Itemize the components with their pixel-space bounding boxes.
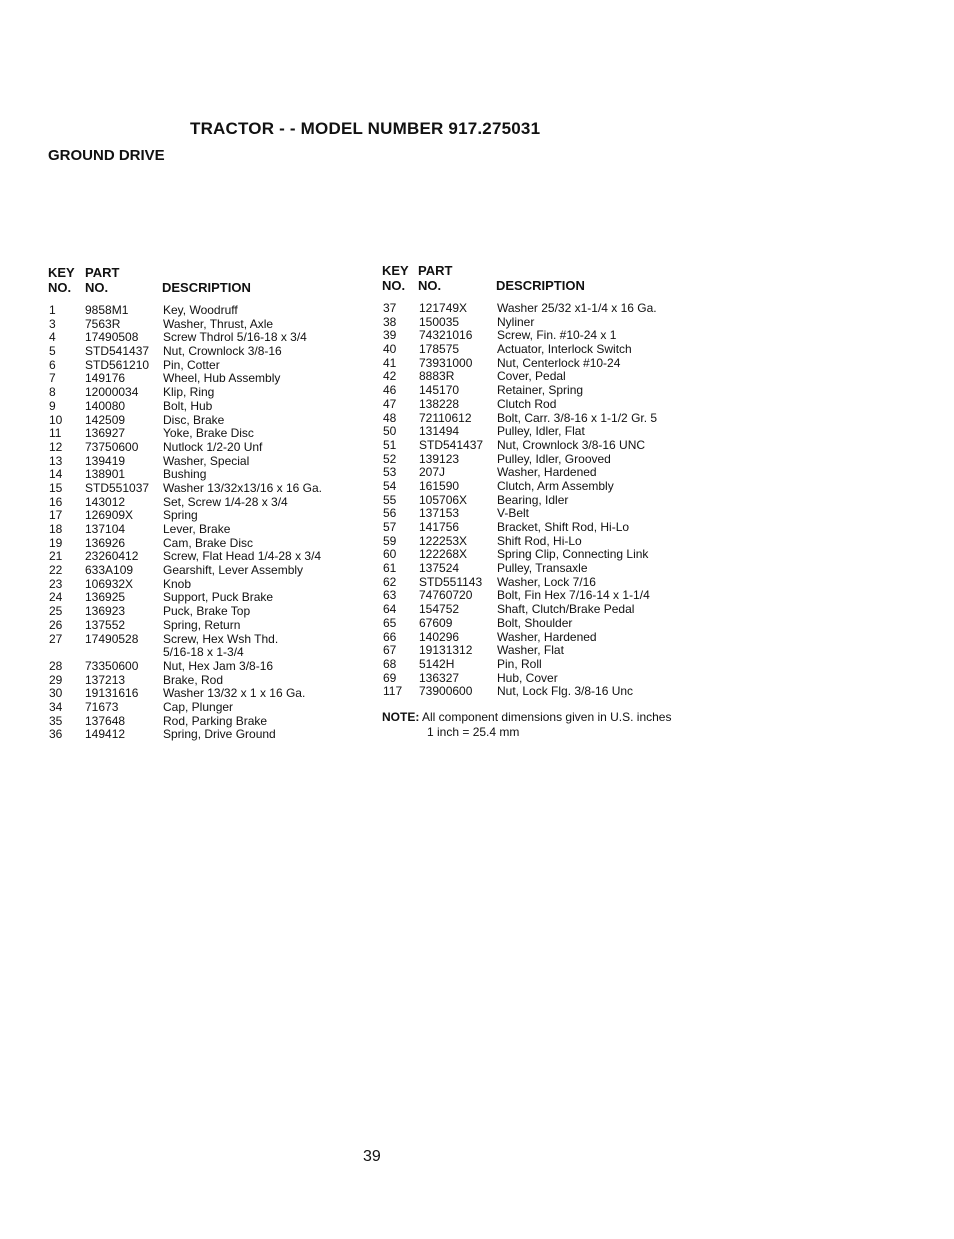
table-row	[49, 715, 369, 729]
part-no: 140080	[85, 398, 126, 413]
description: Support, Puck Brake	[163, 590, 274, 605]
description: Set, Screw 1/4-28 x 3/4	[163, 494, 288, 509]
page-title: TRACTOR - - MODEL NUMBER 917.275031	[190, 119, 541, 138]
part-no: 145170	[419, 383, 460, 398]
key-no: 24	[49, 590, 63, 605]
description: Bolt, Shoulder	[497, 615, 573, 630]
table-row	[383, 302, 703, 316]
key-no: 65	[383, 615, 397, 630]
table-row	[383, 685, 703, 699]
key-no: 47	[383, 396, 397, 411]
part-no: 141756	[419, 520, 460, 534]
part-no: 138228	[419, 396, 460, 411]
key-no: 23	[49, 576, 63, 591]
part-no: 121749X	[419, 301, 468, 315]
table-row	[49, 400, 369, 414]
description: Bushing	[163, 467, 207, 482]
description: Washer, Flat	[497, 643, 564, 658]
table-row	[383, 329, 703, 343]
description: Washer, Hardened	[497, 465, 597, 480]
right-header-description: DESCRIPTION	[496, 278, 585, 293]
description: Cam, Brake Disc	[163, 535, 254, 550]
part-no: 137524	[419, 561, 460, 576]
key-no: 16	[49, 494, 63, 509]
description: Rod, Parking Brake	[163, 713, 268, 728]
description: Washer 25/32 x1-1/4 x 16 Ga.	[497, 301, 657, 315]
key-no: 55	[383, 492, 397, 507]
table-row	[383, 316, 703, 330]
key-no: 34	[49, 699, 63, 714]
dimensions-note	[382, 710, 671, 740]
left-header-part: PART NO.	[85, 265, 120, 295]
part-no: 8883R	[419, 369, 455, 384]
key-no: 21	[49, 549, 63, 564]
description: Disc, Brake	[163, 412, 225, 427]
key-no: 8	[49, 385, 56, 400]
description: Washer, Thrust, Axle	[163, 316, 274, 331]
description: Klip, Ring	[163, 385, 215, 400]
page-number: 39	[363, 1148, 381, 1165]
part-no: 19131312	[419, 643, 473, 658]
key-no: 52	[383, 451, 397, 466]
key-no: 117	[383, 684, 403, 699]
key-no: 35	[49, 713, 63, 728]
key-no: 50	[383, 424, 397, 439]
right-header-part: PART NO.	[418, 263, 453, 293]
description: Pin, Cotter	[163, 357, 220, 372]
key-no: 12	[49, 439, 63, 454]
part-no: 72110612	[419, 410, 472, 425]
description: Gearshift, Lever Assembly	[163, 563, 304, 578]
table-row	[49, 605, 369, 619]
key-no: 38	[383, 314, 397, 329]
description: Spring, Return	[163, 617, 241, 632]
table-row	[49, 674, 369, 688]
part-no: 106932X	[85, 576, 134, 591]
description: Nut, Hex Jam 3/8-16	[163, 658, 274, 673]
table-row	[383, 398, 703, 412]
part-no: 73750600	[85, 439, 139, 454]
description: Clutch, Arm Assembly	[497, 478, 614, 493]
table-row	[383, 466, 703, 480]
key-no: 62	[383, 574, 397, 589]
table-row	[383, 672, 703, 686]
description: Screw, Hex Wsh Thd.	[163, 631, 279, 646]
key-no: 11	[49, 426, 62, 441]
part-no: 137552	[85, 617, 126, 632]
description: Wheel, Hub Assembly	[163, 371, 281, 386]
key-no: 4	[49, 330, 56, 345]
part-no: 136327	[419, 670, 460, 685]
table-row	[49, 359, 369, 373]
table-row	[383, 631, 703, 645]
key-no: 42	[383, 369, 397, 384]
table-row	[49, 455, 369, 469]
key-no: 28	[49, 658, 63, 673]
key-no: 51	[383, 437, 397, 452]
table-row	[383, 507, 703, 521]
key-no: 40	[383, 342, 397, 357]
part-no: 126909X	[85, 508, 134, 523]
table-row	[383, 370, 703, 384]
part-no: 137648	[85, 713, 126, 728]
part-no: 23260412	[85, 549, 139, 564]
part-no: 74321016	[419, 328, 473, 343]
key-no: 13	[49, 453, 63, 468]
table-row	[49, 468, 369, 482]
key-no: 19	[49, 535, 63, 550]
part-no: 149176	[85, 371, 126, 386]
description: Bolt, Carr. 3/8-16 x 1-1/2 Gr. 5	[497, 410, 658, 425]
part-no: 136925	[85, 590, 126, 605]
key-no: 3	[49, 316, 56, 331]
key-no: 30	[49, 686, 63, 701]
table-row	[383, 480, 703, 494]
description: Screw Thdrol 5/16-18 x 3/4	[163, 330, 307, 345]
table-row	[49, 701, 369, 715]
part-no: STD561210	[85, 357, 150, 372]
description: Bracket, Shift Rod, Hi-Lo	[497, 520, 630, 534]
part-no: 142509	[85, 412, 126, 427]
key-no: 63	[383, 588, 397, 603]
part-no: 137104	[85, 522, 126, 536]
description: Pulley, Idler, Grooved	[497, 451, 611, 466]
part-no: 17490528	[85, 631, 139, 646]
note-label: NOTE:	[382, 710, 420, 724]
part-no: 73350600	[85, 658, 139, 673]
key-no: 10	[49, 412, 63, 427]
description: Shift Rod, Hi-Lo	[497, 533, 582, 548]
description: Nut, Lock Flg. 3/8-16 Unc	[497, 684, 634, 699]
key-no: 26	[49, 617, 63, 632]
description: Spring Clip, Connecting Link	[497, 547, 649, 562]
table-row	[383, 617, 703, 631]
part-no: STD551143	[419, 574, 483, 589]
part-no: 137153	[419, 506, 460, 521]
part-no: 139419	[85, 453, 126, 468]
key-no: 1	[49, 303, 56, 317]
description: V-Belt	[497, 506, 530, 521]
description: 5/16-18 x 1-3/4	[163, 645, 244, 660]
part-no: 154752	[419, 602, 460, 617]
part-no: 137213	[85, 672, 126, 687]
part-no: 150035	[419, 314, 460, 329]
key-no: 61	[383, 561, 397, 576]
table-row	[49, 660, 369, 674]
left-parts-list	[49, 304, 369, 742]
part-no: 12000034	[85, 385, 139, 400]
description: Retainer, Spring	[497, 383, 584, 398]
key-no: 46	[383, 383, 397, 398]
description: Washer, Lock 7/16	[497, 574, 596, 589]
part-no: 138901	[85, 467, 126, 482]
part-no: 73900600	[419, 684, 473, 699]
part-no: STD551037	[85, 480, 150, 495]
description: Clutch Rod	[497, 396, 557, 411]
table-row	[49, 482, 369, 496]
description: Spring, Drive Ground	[163, 727, 276, 742]
key-no: 59	[383, 533, 397, 548]
key-no: 29	[49, 672, 63, 687]
key-no: 67	[383, 643, 397, 658]
key-no: 27	[49, 631, 63, 646]
part-no: 136926	[85, 535, 126, 550]
description: Pulley, Idler, Flat	[497, 424, 585, 439]
description: Hub, Cover	[497, 670, 558, 685]
description: Washer, Special	[163, 453, 250, 468]
table-row	[49, 619, 369, 633]
key-no: 37	[383, 301, 397, 315]
description: Bolt, Fin Hex 7/16-14 x 1-1/4	[497, 588, 650, 603]
key-no: 18	[49, 522, 63, 536]
table-row	[49, 345, 369, 359]
description: Key, Woodruff	[163, 303, 238, 317]
table-row	[383, 494, 703, 508]
key-no: 41	[383, 355, 397, 370]
key-no: 56	[383, 506, 397, 521]
table-row	[49, 372, 369, 386]
table-row	[49, 331, 369, 345]
table-row	[383, 658, 703, 672]
key-no: 36	[49, 727, 63, 742]
table-row	[49, 591, 369, 605]
table-row	[383, 535, 703, 549]
table-row	[49, 523, 369, 537]
description: Pulley, Transaxle	[497, 561, 588, 576]
table-row	[383, 357, 703, 371]
right-parts-list	[383, 302, 703, 699]
table-row	[383, 603, 703, 617]
left-header-key: KEY NO.	[48, 265, 75, 295]
description: Cap, Plunger	[163, 699, 234, 714]
table-row	[383, 453, 703, 467]
key-no: 22	[49, 563, 63, 578]
description: Knob	[163, 576, 192, 591]
key-no: 66	[383, 629, 397, 644]
part-no: 161590	[419, 478, 460, 493]
table-row	[49, 441, 369, 455]
key-no: 64	[383, 602, 397, 617]
table-row	[383, 384, 703, 398]
table-row	[49, 687, 369, 701]
description: Puck, Brake Top	[163, 604, 251, 619]
key-no: 5	[49, 344, 56, 359]
description: Washer 13/32 x 1 x 16 Ga.	[163, 686, 306, 701]
key-no: 25	[49, 604, 63, 619]
description: Bearing, Idler	[497, 492, 569, 507]
table-row	[383, 412, 703, 426]
part-no: 67609	[419, 615, 453, 630]
table-row	[49, 318, 369, 332]
description: Brake, Rod	[163, 672, 224, 687]
key-no: 57	[383, 520, 397, 534]
key-no: 7	[49, 371, 56, 386]
part-no: 143012	[85, 494, 126, 509]
table-row	[383, 439, 703, 453]
key-no: 9	[49, 398, 56, 413]
table-row	[49, 537, 369, 551]
part-no: 105706X	[419, 492, 468, 507]
part-no: 139123	[419, 451, 460, 466]
part-no: 207J	[419, 465, 446, 480]
part-no: 149412	[85, 727, 126, 742]
description: Screw, Flat Head 1/4-28 x 3/4	[163, 549, 322, 564]
table-row	[383, 548, 703, 562]
part-no: 131494	[419, 424, 460, 439]
description: Actuator, Interlock Switch	[497, 342, 632, 357]
key-no: 53	[383, 465, 397, 480]
part-no: 17490508	[85, 330, 139, 345]
description: Yoke, Brake Disc	[163, 426, 254, 441]
key-no: 39	[383, 328, 397, 343]
description: Nut, Crownlock 3/8-16	[163, 344, 282, 359]
part-no: 633A109	[85, 563, 134, 578]
table-row	[383, 589, 703, 603]
part-no: STD541437	[85, 344, 150, 359]
table-row	[49, 427, 369, 441]
table-row	[383, 343, 703, 357]
description: Pin, Roll	[497, 656, 542, 671]
description: Washer, Hardened	[497, 629, 597, 644]
right-header-key: KEY NO.	[382, 263, 409, 293]
part-no: 122268X	[419, 547, 468, 562]
key-no: 54	[383, 478, 397, 493]
part-no: 74760720	[419, 588, 473, 603]
table-row	[49, 646, 369, 660]
description: Cover, Pedal	[497, 369, 566, 384]
part-no: 136927	[85, 426, 126, 441]
key-no: 14	[49, 467, 63, 482]
description: Bolt, Hub	[163, 398, 213, 413]
key-no: 60	[383, 547, 397, 562]
part-no: 71673	[85, 699, 119, 714]
table-row	[383, 425, 703, 439]
table-row	[383, 521, 703, 535]
table-row	[383, 644, 703, 658]
description: Lever, Brake	[163, 522, 231, 536]
key-no: 48	[383, 410, 397, 425]
part-no: 140296	[419, 629, 460, 644]
left-header-description: DESCRIPTION	[162, 280, 251, 295]
description: Screw, Fin. #10-24 x 1	[497, 328, 617, 343]
description: Nut, Centerlock #10-24	[497, 355, 621, 370]
table-row	[49, 728, 369, 742]
part-no: 136923	[85, 604, 126, 619]
description: Nyliner	[497, 314, 535, 329]
part-no: 73931000	[419, 355, 473, 370]
note-conversion: 1 inch = 25.4 mm	[427, 725, 520, 739]
table-row	[49, 386, 369, 400]
table-row	[49, 550, 369, 564]
table-row	[49, 304, 369, 318]
part-no: 122253X	[419, 533, 468, 548]
part-no: 5142H	[419, 656, 455, 671]
table-row	[49, 633, 369, 647]
key-no: 15	[49, 480, 63, 495]
key-no: 68	[383, 656, 397, 671]
table-row	[383, 576, 703, 590]
key-no: 17	[49, 508, 63, 523]
note-text: All component dimensions given in U.S. inches	[422, 710, 672, 724]
description: Shaft, Clutch/Brake Pedal	[497, 602, 635, 617]
part-no: 178575	[419, 342, 460, 357]
part-no: 7563R	[85, 316, 121, 331]
table-row	[383, 562, 703, 576]
description: Nut, Crownlock 3/8-16 UNC	[497, 437, 646, 452]
table-row	[49, 578, 369, 592]
key-no: 6	[49, 357, 56, 372]
part-no: STD541437	[419, 437, 484, 452]
table-row	[49, 414, 369, 428]
part-no: 9858M1	[85, 303, 129, 317]
description: Nutlock 1/2-20 Unf	[163, 439, 263, 454]
part-no: 19131616	[85, 686, 139, 701]
description: Spring	[163, 508, 198, 523]
section-title: GROUND DRIVE	[48, 147, 165, 164]
table-row	[49, 496, 369, 510]
table-row	[49, 564, 369, 578]
key-no: 69	[383, 670, 397, 685]
description: Washer 13/32x13/16 x 16 Ga.	[163, 480, 322, 495]
table-row	[49, 509, 369, 523]
